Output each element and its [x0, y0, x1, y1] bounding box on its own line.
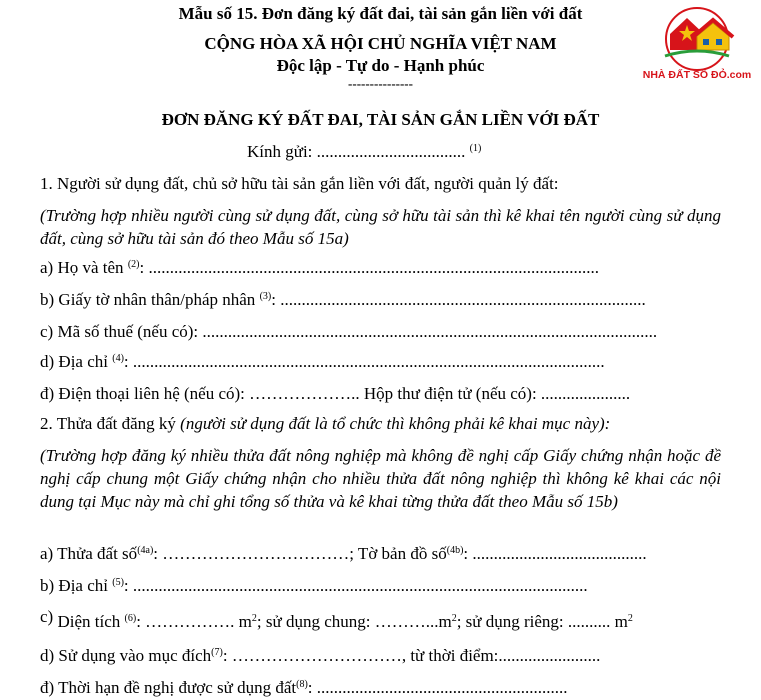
field-dien-thoai-email[interactable]: đ) Điện thoại liên hệ (nếu có): ……………….. Hộp thư điện tử (nếu có): .....................: [40, 384, 631, 403]
muc-dich-label: d) Sử dụng vào mục đích: [40, 646, 212, 665]
giay-to-label: b) Giấy tờ nhân thân/pháp nhân: [40, 290, 256, 309]
kinh-gui-label: Kính gửi: ...................................: [247, 142, 466, 161]
house-logo-icon: [637, 6, 757, 88]
logo-text: NHÀ ĐẤT SỔ ĐỎ.com: [642, 69, 752, 81]
nha-dat-so-do-logo: [637, 6, 757, 88]
kinh-gui-footnote: (1): [469, 143, 482, 154]
dia-chi-label: d) Địa chỉ: [40, 352, 108, 371]
country-name: CỘNG HÒA XÃ HỘI CHỦ NGHĨA VIỆT NAM: [204, 34, 557, 53]
thua-dat-footnote: (4a): [137, 545, 154, 556]
m2-superscript: 2: [451, 613, 457, 624]
dia-chi-thua-footnote: (5): [112, 577, 124, 588]
thoi-han-label: đ) Thời hạn đề nghị được sử dụng đất: [40, 678, 297, 697]
field-ho-ten: [40, 258, 599, 278]
muc-dich-footnote: (7): [211, 647, 223, 658]
dia-chi-blank[interactable]: : ...............................................................................................................: [123, 352, 605, 371]
su-dung-chung-blank[interactable]: ; sử dụng chung: ………...m: [256, 612, 452, 631]
thua-dat-label: a) Thửa đất số: [40, 544, 138, 563]
field-thoi-han: [40, 678, 568, 698]
dien-tich-blank[interactable]: : ……………. m: [136, 612, 252, 631]
field-dia-chi: [40, 352, 605, 372]
field-muc-dich: [40, 646, 600, 666]
section-2-title: [40, 414, 610, 434]
field-thua-dat-so: [40, 544, 647, 564]
ho-ten-footnote: (2): [127, 259, 140, 270]
to-ban-do-blank[interactable]: : .........................................: [463, 544, 647, 563]
form-number-title: Mẫu số 15. Đơn đăng ký đất đai, tài sản gắn liền với đất: [178, 4, 583, 23]
ho-ten-blank[interactable]: : ..........................................................................................................: [139, 258, 599, 277]
application-heading: ĐƠN ĐĂNG KÝ ĐẤT ĐAI, TÀI SẢN GẮN LIỀN VỚI ĐẤT: [161, 110, 600, 129]
dien-tich-prefix: c): [40, 607, 54, 626]
section-2-title-note: (người sử dụng đất là tổ chức thì không phải kê khai mục này):: [180, 414, 611, 433]
motto-divider: ---------------: [348, 76, 413, 91]
section-1-title: 1. Người sử dụng đất, chủ sở hữu tài sản gắn liền với đất, người quản lý đất:: [40, 174, 559, 193]
section-1-note: (Trường hợp nhiều người cùng sử dụng đất, cùng sở hữu tài sản thì kê khai tên người cùng sử dụng đất, cùng sở hữu tài sản đó theo Mẫu số 15a): [40, 206, 721, 248]
field-ma-so-thue[interactable]: c) Mã số thuế (nếu có): ...........................................................................................................: [40, 322, 658, 341]
national-motto: Độc lập - Tự do - Hạnh phúc: [276, 56, 485, 75]
su-dung-rieng-blank[interactable]: ; sử dụng riêng: .......... m: [456, 612, 628, 631]
dia-chi-thua-blank[interactable]: : ...........................................................................................................: [123, 576, 588, 595]
kinh-gui-line: [247, 142, 481, 162]
m2-superscript: 2: [627, 613, 633, 624]
section-2-title-text: 2. Thửa đất đăng ký: [40, 414, 181, 433]
thua-dat-blank[interactable]: : ……………………………; Tờ bản đồ số: [153, 544, 447, 563]
m2-superscript: 2: [251, 613, 257, 624]
to-ban-do-footnote: (4b): [446, 545, 464, 556]
giay-to-footnote: (3): [259, 291, 272, 302]
ho-ten-label: a) Họ và tên: [40, 258, 124, 277]
dia-chi-thua-label: b) Địa chỉ: [40, 576, 108, 595]
muc-dich-blank[interactable]: : …………………………, từ thời điểm:........................: [222, 646, 601, 665]
dia-chi-footnote: (4): [112, 353, 124, 364]
field-dien-tich: [40, 607, 633, 632]
field-dia-chi-thua: [40, 576, 588, 596]
section-2-note: (Trường hợp đăng ký nhiều thửa đất nông nghiệp mà không đề nghị cấp Giấy chứng nhận hoặc đề nghị cấp chung một Giấy chứng nhận cho nhiều thửa đất nông nghiệp thì không kê khai các nội dung tại Mục này mà chỉ ghi tổng số thửa và kê khai từng thửa đất theo Mẫu số 15b): [40, 446, 721, 511]
thoi-han-blank[interactable]: : ...........................................................: [307, 678, 568, 697]
field-giay-to: [40, 290, 646, 310]
thoi-han-footnote: (8): [296, 679, 308, 690]
dien-tich-footnote: (6): [124, 613, 137, 624]
dien-tich-label: Diện tích: [53, 612, 121, 631]
giay-to-blank[interactable]: : ......................................................................................: [271, 290, 646, 309]
